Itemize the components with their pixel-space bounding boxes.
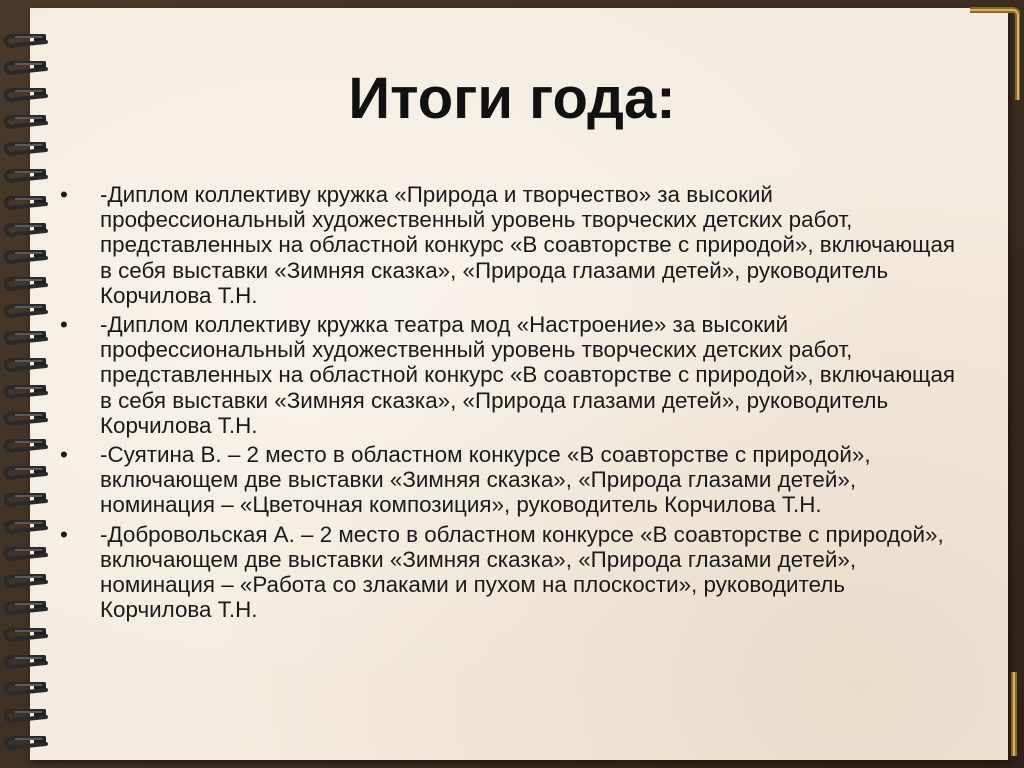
spiral-ring	[6, 439, 46, 451]
spiral-ring	[6, 34, 46, 46]
list-item	[58, 312, 958, 438]
spiral-ring	[6, 250, 46, 262]
spiral-ring	[6, 493, 46, 505]
bullet-icon: •	[60, 312, 68, 338]
spiral-ring	[6, 142, 46, 154]
bullet-icon: •	[60, 521, 68, 547]
list-item	[58, 442, 958, 518]
spiral-ring	[6, 169, 46, 181]
spiral-ring	[6, 655, 46, 667]
brass-corner-bottom-icon	[1000, 672, 1020, 762]
spiral-ring	[6, 412, 46, 424]
spiral-ring	[6, 277, 46, 289]
bullet-list	[58, 182, 958, 626]
spiral-ring	[6, 520, 46, 532]
spiral-ring	[6, 331, 46, 343]
spiral-ring	[6, 466, 46, 478]
spiral-ring	[6, 304, 46, 316]
spiral-ring	[6, 601, 46, 613]
spiral-ring	[6, 736, 46, 748]
list-item-text: -Суятина В. – 2 место в областном конкурсе «В соавторстве с природой», включающем две выставки «Зимняя сказка», «Природа глазами детей», номинация – «Цветочная композиция», руководитель Корчилова Т.Н.	[100, 442, 871, 518]
spiral-ring	[6, 574, 46, 586]
list-item	[58, 182, 958, 308]
spiral-ring	[6, 358, 46, 370]
spiral-ring	[6, 709, 46, 721]
list-item-text: -Диплом коллективу кружка театра мод «Настроение» за высокий профессиональный художественный уровень творческих детских работ, представленных на областной конкурс «В соавторстве с природой», включающая в себя выставки «Зимняя сказка», «Природа глазами детей», руководитель Корчилова Т.Н.	[100, 312, 956, 438]
list-item-text: -Добровольская А. – 2 место в областном конкурсе «В соавторстве с природой», включающем две выставки «Зимняя сказка», «Природа глазами детей», номинация – «Работа со злаками и пухом на плоскости», руководитель Корчилова Т.Н.	[100, 521, 944, 623]
bullet-icon: •	[60, 182, 68, 207]
spiral-ring	[6, 196, 46, 208]
list-item	[58, 522, 958, 623]
spiral-ring	[6, 385, 46, 397]
spiral-ring	[6, 628, 46, 640]
spiral-ring	[6, 547, 46, 559]
list-item-text: -Диплом коллективу кружка «Природа и творчество» за высокий профессиональный художественный уровень творческих детских работ, представленных на областной конкурс «В соавторстве с природой», включающая в себя выставки «Зимняя сказка», «Природа глазами детей», руководитель Корчилова Т.Н.	[100, 182, 956, 308]
bullet-icon: •	[60, 442, 68, 468]
spiral-ring	[6, 223, 46, 235]
spiral-ring	[6, 682, 46, 694]
slide-title: Итоги года:	[348, 66, 676, 131]
